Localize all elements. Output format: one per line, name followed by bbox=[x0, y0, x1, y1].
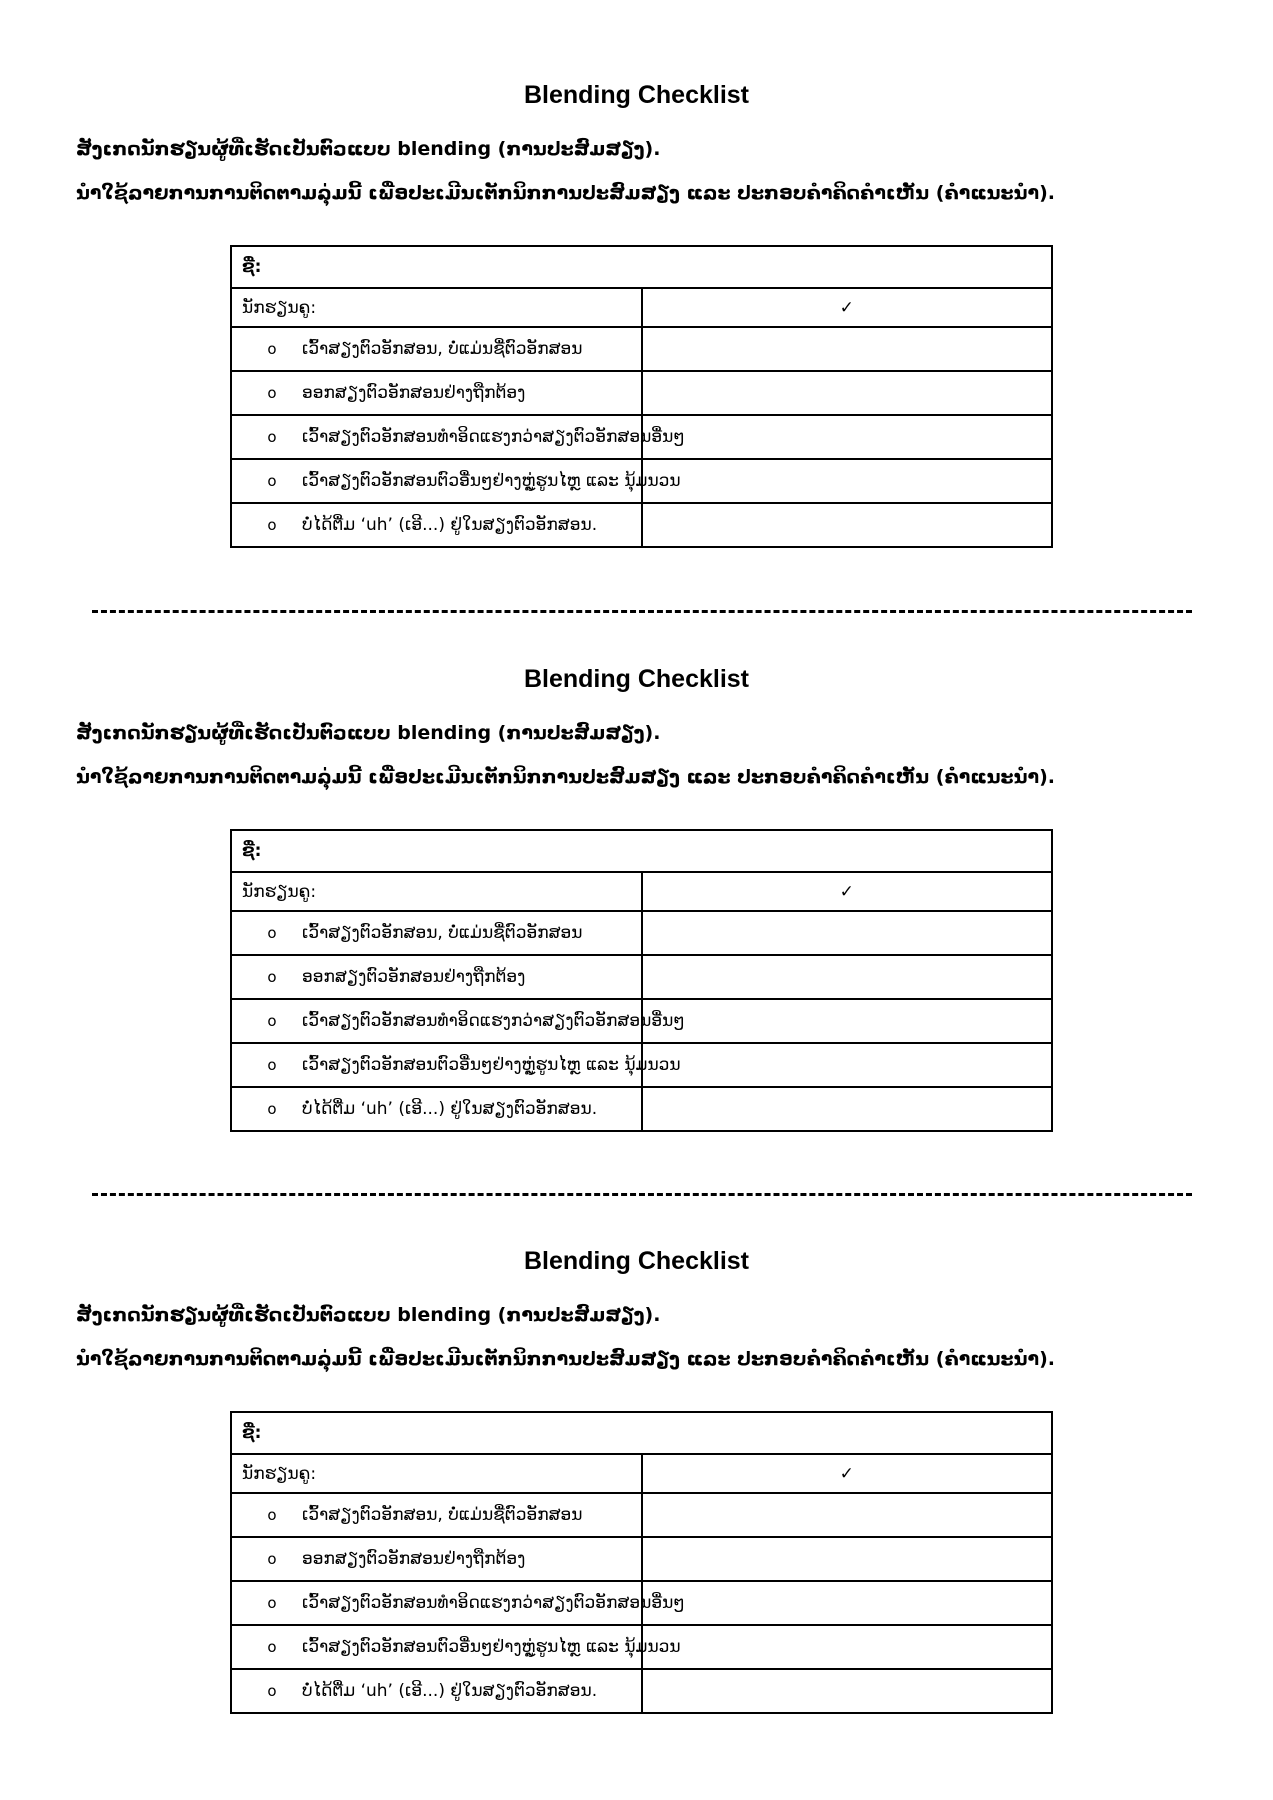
checklist-item bbox=[231, 503, 642, 547]
checklist-item bbox=[231, 327, 642, 371]
check-cell[interactable] bbox=[642, 327, 1053, 371]
checklist-item-text: ເວົ້າສຽງຕົວອັກສອນທຳອິດແຮງກວ່າສຽງຕົວອັກສອນອື່ນໆ bbox=[302, 1011, 685, 1031]
name-field[interactable]: ຊື່: bbox=[231, 830, 1052, 872]
checkmark-icon: ✓ bbox=[642, 1454, 1053, 1493]
check-cell[interactable] bbox=[642, 371, 1053, 415]
checklist-item-text: ເວົ້າສຽງຕົວອັກສອນ, ບໍ່ແມ່ນຊື່ຕົວອັກສອນ bbox=[302, 339, 583, 359]
checkmark-icon: ✓ bbox=[642, 872, 1053, 911]
checklist-item bbox=[231, 911, 642, 955]
check-cell[interactable] bbox=[642, 999, 1053, 1043]
checklist-table bbox=[230, 829, 1053, 1132]
check-cell[interactable] bbox=[642, 503, 1053, 547]
student-teacher-label: ນັກຮຽນຄູ: bbox=[231, 872, 642, 911]
check-cell[interactable] bbox=[642, 1493, 1053, 1537]
section-title: Blending Checklist bbox=[523, 665, 750, 693]
bullet-icon: o bbox=[267, 384, 277, 402]
checklist-item-text: ບໍ່ໄດ້ຕື່ມ ‘uh’ (ເອີ...) ຢູ່ໃນສຽງຕົວອັກສອນ. bbox=[302, 1099, 598, 1119]
instruction-line-1: ສັງເກດນັກຮຽນຜູ້ທີ່ເຮັດເປັນຕົວແບບ blending (ການປະສົມສຽງ). bbox=[76, 722, 661, 744]
check-cell[interactable] bbox=[642, 1581, 1053, 1625]
checklist-item-text: ເວົ້າສຽງຕົວອັກສອນ, ບໍ່ແມ່ນຊື່ຕົວອັກສອນ bbox=[302, 1505, 583, 1525]
checklist-item-text: ເວົ້າສຽງຕົວອັກສອນທຳອິດແຮງກວ່າສຽງຕົວອັກສອນອື່ນໆ bbox=[302, 1593, 685, 1613]
checklist-item bbox=[231, 999, 685, 1043]
student-teacher-label: ນັກຮຽນຄູ: bbox=[231, 288, 642, 327]
bullet-icon: o bbox=[267, 1012, 277, 1030]
bullet-icon: o bbox=[267, 924, 277, 942]
checklist-item-text: ເວົ້າສຽງຕົວອັກສອນຕົວອື່ນໆຢ່າງຫຼູ່ຮູນໄຫຼ ແລະ ນຸ້ມນວນ bbox=[302, 1637, 681, 1657]
bullet-icon: o bbox=[267, 516, 277, 534]
instruction-line-1: ສັງເກດນັກຮຽນຜູ້ທີ່ເຮັດເປັນຕົວແບບ blending (ການປະສົມສຽງ). bbox=[76, 1304, 661, 1326]
bullet-icon: o bbox=[267, 1594, 277, 1612]
checklist-item-text: ເວົ້າສຽງຕົວອັກສອນຕົວອື່ນໆຢ່າງຫຼູ່ຮູນໄຫຼ ແລະ ນຸ້ມນວນ bbox=[302, 471, 681, 491]
checklist-item-text: ບໍ່ໄດ້ຕື່ມ ‘uh’ (ເອີ...) ຢູ່ໃນສຽງຕົວອັກສອນ. bbox=[302, 1681, 598, 1701]
checklist-item-text: ເວົ້າສຽງຕົວອັກສອນທຳອິດແຮງກວ່າສຽງຕົວອັກສອນອື່ນໆ bbox=[302, 427, 685, 447]
bullet-icon: o bbox=[267, 1100, 277, 1118]
checklist-item bbox=[231, 371, 642, 415]
check-cell[interactable] bbox=[642, 459, 1053, 503]
check-cell[interactable] bbox=[642, 1669, 1053, 1713]
bullet-icon: o bbox=[267, 340, 277, 358]
check-cell[interactable] bbox=[642, 955, 1053, 999]
name-field[interactable]: ຊື່: bbox=[231, 246, 1052, 288]
checklist-item bbox=[231, 1493, 642, 1537]
checklist-item-text: ອອກສຽງຕົວອັກສອນຢ່າງຖືກຕ້ອງ bbox=[302, 1549, 526, 1569]
checklist-item bbox=[231, 1043, 681, 1087]
instruction-line-1: ສັງເກດນັກຮຽນຜູ້ທີ່ເຮັດເປັນຕົວແບບ blending (ການປະສົມສຽງ). bbox=[76, 138, 661, 160]
checklist-item bbox=[231, 1087, 642, 1131]
bullet-icon: o bbox=[267, 472, 277, 490]
bullet-icon: o bbox=[267, 428, 277, 446]
check-cell[interactable] bbox=[642, 1087, 1053, 1131]
check-cell[interactable] bbox=[642, 911, 1053, 955]
checklist-item bbox=[231, 1537, 642, 1581]
checkmark-icon: ✓ bbox=[642, 288, 1053, 327]
checklist-item-text: ເວົ້າສຽງຕົວອັກສອນຕົວອື່ນໆຢ່າງຫຼູ່ຮູນໄຫຼ ແລະ ນຸ້ມນວນ bbox=[302, 1055, 681, 1075]
checklist-item-text: ອອກສຽງຕົວອັກສອນຢ່າງຖືກຕ້ອງ bbox=[302, 967, 526, 987]
name-field[interactable]: ຊື່: bbox=[231, 1412, 1052, 1454]
check-cell[interactable] bbox=[642, 1625, 1053, 1669]
bullet-icon: o bbox=[267, 1506, 277, 1524]
section-title: Blending Checklist bbox=[523, 81, 750, 109]
bullet-icon: o bbox=[267, 968, 277, 986]
checklist-item bbox=[231, 415, 685, 459]
instruction-line-2: ນຳໃຊ້ລາຍການການຕິດຕາມລຸ່ມນີ້ ເພື່ອປະເມີນເຕັກນິກການປະສົມສຽງ ແລະ ປະກອບຄຳຄິດຄຳເຫັນ (ຄຳແນະນຳ). bbox=[76, 766, 1055, 788]
checklist-table bbox=[230, 1411, 1053, 1714]
checklist-item bbox=[231, 1625, 681, 1669]
check-cell[interactable] bbox=[642, 1537, 1053, 1581]
checklist-table bbox=[230, 245, 1053, 548]
check-cell[interactable] bbox=[642, 415, 1053, 459]
bullet-icon: o bbox=[267, 1550, 277, 1568]
checklist-item bbox=[231, 955, 642, 999]
instruction-line-2: ນຳໃຊ້ລາຍການການຕິດຕາມລຸ່ມນີ້ ເພື່ອປະເມີນເຕັກນິກການປະສົມສຽງ ແລະ ປະກອບຄຳຄິດຄຳເຫັນ (ຄຳແນະນຳ). bbox=[76, 1348, 1055, 1370]
checklist-item bbox=[231, 1669, 642, 1713]
checklist-item-text: ເວົ້າສຽງຕົວອັກສອນ, ບໍ່ແມ່ນຊື່ຕົວອັກສອນ bbox=[302, 923, 583, 943]
check-cell[interactable] bbox=[642, 1043, 1053, 1087]
checklist-item bbox=[231, 1581, 685, 1625]
bullet-icon: o bbox=[267, 1682, 277, 1700]
checklist-item bbox=[231, 459, 681, 503]
checklist-item-text: ອອກສຽງຕົວອັກສອນຢ່າງຖືກຕ້ອງ bbox=[302, 383, 526, 403]
instruction-line-2: ນຳໃຊ້ລາຍການການຕິດຕາມລຸ່ມນີ້ ເພື່ອປະເມີນເຕັກນິກການປະສົມສຽງ ແລະ ປະກອບຄຳຄິດຄຳເຫັນ (ຄຳແນະນຳ). bbox=[76, 182, 1055, 204]
cut-line-divider bbox=[92, 610, 1192, 613]
cut-line-divider bbox=[92, 1193, 1192, 1196]
bullet-icon: o bbox=[267, 1056, 277, 1074]
bullet-icon: o bbox=[267, 1638, 277, 1656]
section-title: Blending Checklist bbox=[523, 1247, 750, 1275]
student-teacher-label: ນັກຮຽນຄູ: bbox=[231, 1454, 642, 1493]
checklist-item-text: ບໍ່ໄດ້ຕື່ມ ‘uh’ (ເອີ...) ຢູ່ໃນສຽງຕົວອັກສອນ. bbox=[302, 515, 598, 535]
